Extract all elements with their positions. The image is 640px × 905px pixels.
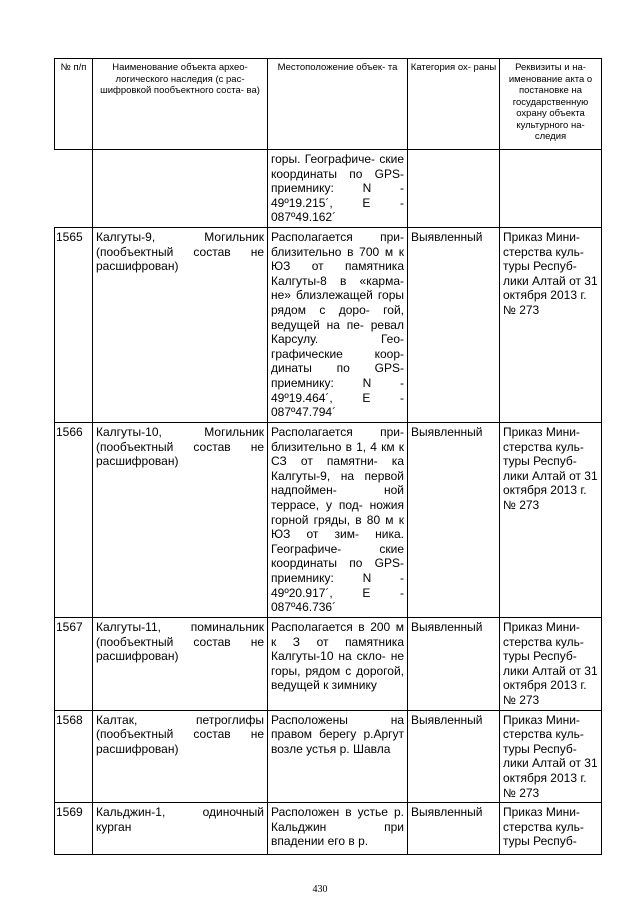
row-location: Расположены на правом берегу р.Аргут возле устья р. Шавла — [268, 710, 408, 803]
row-object-name: Кальджин-1, одиночный курган — [93, 803, 268, 855]
row-act: Приказ Мини- стерства куль- туры Респуб- лики Алтай от 31 октября 2013 г. № 273 — [500, 617, 602, 710]
row-location: Расположен в устье р. Кальджин при впадении его в р. — [268, 803, 408, 855]
header-num: № п/п — [55, 59, 93, 150]
header-act: Реквизиты и на- именование акта о постановке на государственную охрану объекта культурного на- следия — [500, 59, 602, 150]
row-object-name: Калтак, петроглифы (пообъектный состав не расшифрован) — [93, 710, 268, 803]
heritage-register-table — [54, 58, 602, 855]
row-object-name: Калгуты-11, поминальник (пообъектный состав не расшифрован) — [93, 617, 268, 710]
row-act: Приказ Мини- стерства куль- туры Респуб- лики Алтай от 31 октября 2013 г. № 273 — [500, 227, 602, 422]
table-header-row — [55, 59, 602, 150]
row-category — [408, 150, 500, 228]
row-act: Приказ Мини- стерства куль- туры Респуб- — [500, 803, 602, 855]
row-act: Приказ Мини- стерства куль- туры Респуб- лики Алтай от 31 октября 2013 г. № 273 — [500, 710, 602, 803]
table-row — [55, 803, 602, 855]
row-num: 1565 — [55, 227, 93, 422]
row-num: 1569 — [55, 803, 93, 855]
table-row — [55, 710, 602, 803]
row-num: 1568 — [55, 710, 93, 803]
row-location: Располагается при- близительно в 1, 4 км к СЗ от памятни- ка Калгуты-9, на первой надпоймен- ной террасе, у под- ножия горной гряды, в 80 м к ЮЗ от зим- ника. Географиче- ские координаты по GPS-приемнику: N - 49º20.917´, E - 087º46.736´ — [268, 422, 408, 617]
header-object-name: Наименование объекта архео- логического наследия (с рас- шифровкой пообъектного соста- ва) — [93, 59, 268, 150]
row-location: Располагается при- близительно в 700 м к ЮЗ от памятника Калгуты-8 в «карма- не» близлежащей горы рядом с доро- гой, ведущей на пе- ревал Карсулу. Гео- графические коор- динаты по GPS- приемнику: N - 49º19.464´, E - 087º47.794´ — [268, 227, 408, 422]
row-location: Располагается в 200 м к З от памятника Калгуты-10 на скло- не горы, рядом с дорогой, ведущей к зимнику — [268, 617, 408, 710]
row-act: Приказ Мини- стерства куль- туры Респуб- лики Алтай от 31 октября 2013 г. № 273 — [500, 422, 602, 617]
row-object-name — [93, 150, 268, 228]
header-location: Местоположение объек- та — [268, 59, 408, 150]
row-category: Выявленный — [408, 422, 500, 617]
row-category: Выявленный — [408, 803, 500, 855]
row-object-name: Калгуты-10, Могильник (пообъектный состав не расшифрован) — [93, 422, 268, 617]
page-number: 430 — [312, 884, 328, 895]
row-category: Выявленный — [408, 227, 500, 422]
row-act — [500, 150, 602, 228]
row-num: 1567 — [55, 617, 93, 710]
header-category: Категория ох- раны — [408, 59, 500, 150]
row-num — [55, 150, 93, 228]
row-object-name: Калгуты-9, Могильник (пообъектный состав не расшифрован) — [93, 227, 268, 422]
table-row — [55, 422, 602, 617]
row-category: Выявленный — [408, 710, 500, 803]
row-num: 1566 — [55, 422, 93, 617]
row-location: горы. Географиче- ские координаты по GPS-приемнику: N - 49º19.215´, E - 087º49.162´ — [268, 150, 408, 228]
row-category: Выявленный — [408, 617, 500, 710]
table-row — [55, 617, 602, 710]
table-row — [55, 227, 602, 422]
table-row — [55, 150, 602, 228]
